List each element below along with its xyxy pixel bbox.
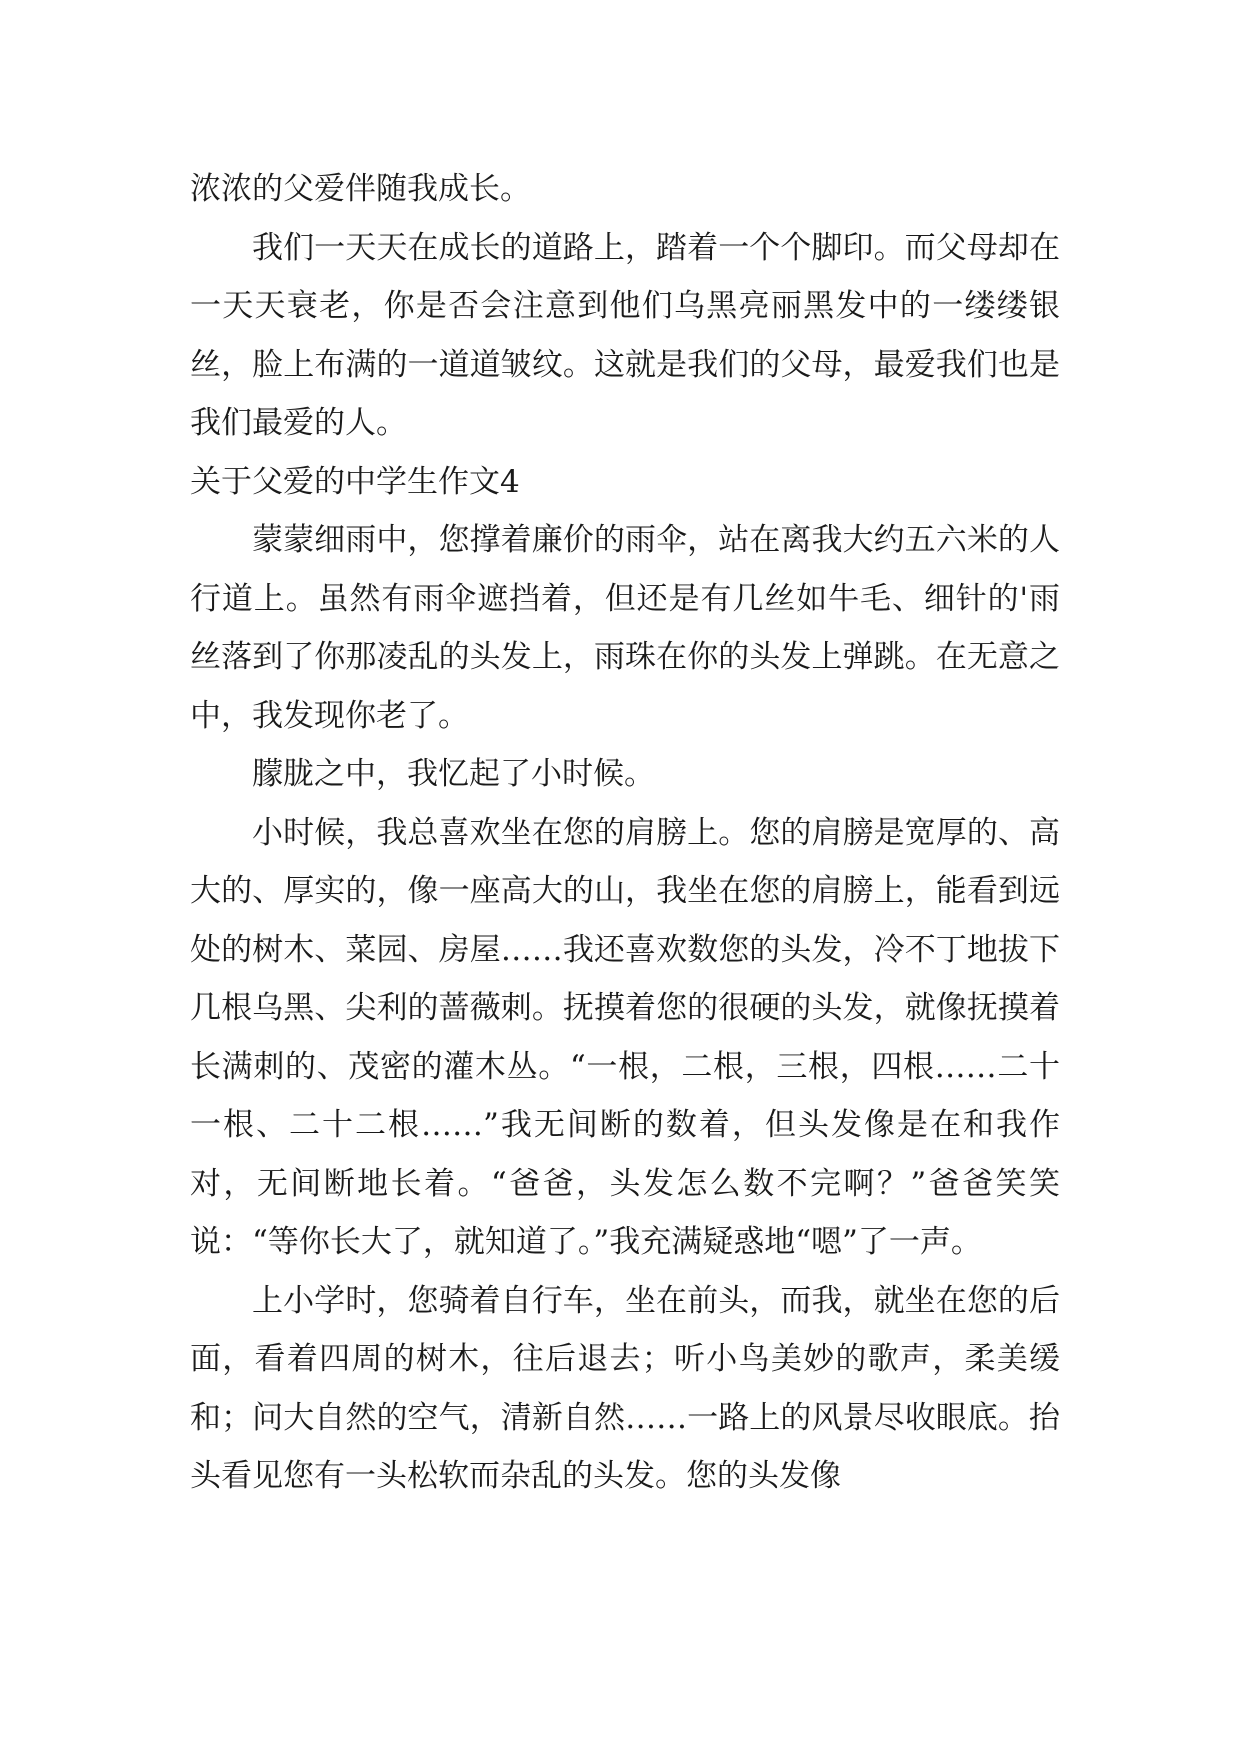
section-heading: 关于父爱的中学生作文4 bbox=[190, 463, 520, 500]
document-body bbox=[190, 160, 1060, 1506]
paragraph: 朦胧之中，我忆起了小时候。 bbox=[252, 756, 655, 792]
paragraph: 浓浓的父爱伴随我成长。 bbox=[190, 171, 531, 207]
paragraph: 蒙蒙细雨中，您撑着廉价的雨伞，站在离我大约五六米的人行道上。虽然有雨伞遮挡着，但还是有几丝如牛毛、细针的'雨丝落到了你那凌乱的头发上，雨珠在你的头发上弹跳。在无意之中，我发现你老了。 bbox=[190, 522, 1060, 734]
paragraph: 上小学时，您骑着自行车，坐在前头，而我，就坐在您的后面，看着四周的树木，往后退去；听小鸟美妙的歌声，柔美缓和；问大自然的空气，清新自然……一路上的风景尽收眼底。抬头看见您有一头松软而杂乱的头发。您的头发像 bbox=[190, 1282, 1060, 1494]
paragraph: 我们一天天在成长的道路上，踏着一个个脚印。而父母却在一天天衰老，你是否会注意到他们乌黑亮丽黑发中的一缕缕银丝，脸上布满的一道道皱纹。这就是我们的父母，最爱我们也是我们最爱的人。 bbox=[190, 229, 1060, 441]
paragraph: 小时候，我总喜欢坐在您的肩膀上。您的肩膀是宽厚的、高大的、厚实的，像一座高大的山，我坐在您的肩膀上，能看到远处的树木、菜园、房屋……我还喜欢数您的头发，冷不丁地拔下几根乌黑、尖利的蔷薇刺。抚摸着您的很硬的头发，就像抚摸着长满刺的、茂密的灌木丛。“一根，二根，三根，四根……二十一根、二十二根……”我无间断的数着，但头发像是在和我作对，无间断地长着。“爸爸，头发怎么数不完啊？”爸爸笑笑说：“等你长大了，就知道了。”我充满疑惑地“嗯”了一声。 bbox=[190, 814, 1060, 1260]
